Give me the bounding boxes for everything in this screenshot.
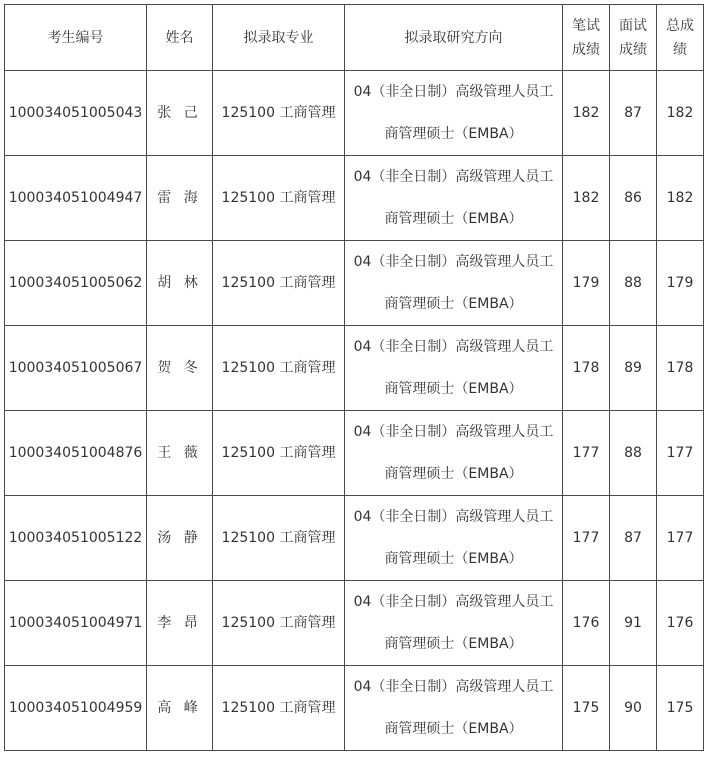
table-row [5,581,704,666]
written-score-cell: 177 [563,496,610,581]
header-written-score: 笔试 成绩 [563,5,610,71]
table-row [5,71,704,156]
major-cell: 125100 工商管理 [213,581,345,666]
table-row [5,156,704,241]
interview-score-cell: 90 [610,666,657,751]
header-direction: 拟录取研究方向 [345,5,563,71]
name-cell: 贺 冬 [147,326,213,411]
direction-cell: 04（非全日制）高级管理人员工 商管理硕士（EMBA） [345,666,563,751]
table-body [5,71,704,751]
table-row [5,241,704,326]
total-score-cell: 177 [657,411,704,496]
table-row [5,411,704,496]
total-score-cell: 177 [657,496,704,581]
table-row [5,326,704,411]
interview-score-cell: 86 [610,156,657,241]
major-cell: 125100 工商管理 [213,156,345,241]
major-cell: 125100 工商管理 [213,666,345,751]
written-score-cell: 175 [563,666,610,751]
written-score-cell: 182 [563,71,610,156]
candidate-id-cell: 100034051005122 [5,496,147,581]
candidate-id-cell: 100034051005067 [5,326,147,411]
candidate-id-cell: 100034051005043 [5,71,147,156]
major-cell: 125100 工商管理 [213,241,345,326]
direction-cell: 04（非全日制）高级管理人员工 商管理硕士（EMBA） [345,581,563,666]
name-cell: 王 薇 [147,411,213,496]
major-cell: 125100 工商管理 [213,71,345,156]
admission-table [4,4,704,751]
interview-score-cell: 87 [610,496,657,581]
admission-table-container [4,4,704,751]
candidate-id-cell: 100034051004959 [5,666,147,751]
header-major: 拟录取专业 [213,5,345,71]
interview-score-cell: 91 [610,581,657,666]
header-interview-score: 面试 成绩 [610,5,657,71]
name-cell: 雷 海 [147,156,213,241]
direction-cell: 04（非全日制）高级管理人员工 商管理硕士（EMBA） [345,496,563,581]
name-cell: 张 己 [147,71,213,156]
interview-score-cell: 87 [610,71,657,156]
candidate-id-cell: 100034051004876 [5,411,147,496]
written-score-cell: 182 [563,156,610,241]
direction-cell: 04（非全日制）高级管理人员工 商管理硕士（EMBA） [345,411,563,496]
written-score-cell: 176 [563,581,610,666]
table-row [5,496,704,581]
name-cell: 胡 林 [147,241,213,326]
candidate-id-cell: 100034051004947 [5,156,147,241]
direction-cell: 04（非全日制）高级管理人员工 商管理硕士（EMBA） [345,156,563,241]
direction-cell: 04（非全日制）高级管理人员工 商管理硕士（EMBA） [345,326,563,411]
header-name: 姓名 [147,5,213,71]
candidate-id-cell: 100034051004971 [5,581,147,666]
name-cell: 李 昂 [147,581,213,666]
header-candidate-id: 考生编号 [5,5,147,71]
major-cell: 125100 工商管理 [213,326,345,411]
written-score-cell: 177 [563,411,610,496]
name-cell: 汤 静 [147,496,213,581]
major-cell: 125100 工商管理 [213,496,345,581]
total-score-cell: 179 [657,241,704,326]
written-score-cell: 178 [563,326,610,411]
total-score-cell: 182 [657,71,704,156]
major-cell: 125100 工商管理 [213,411,345,496]
candidate-id-cell: 100034051005062 [5,241,147,326]
total-score-cell: 175 [657,666,704,751]
total-score-cell: 178 [657,326,704,411]
written-score-cell: 179 [563,241,610,326]
interview-score-cell: 89 [610,326,657,411]
total-score-cell: 176 [657,581,704,666]
interview-score-cell: 88 [610,241,657,326]
header-total-score: 总成 绩 [657,5,704,71]
total-score-cell: 182 [657,156,704,241]
header-row [5,5,704,71]
table-row [5,666,704,751]
direction-cell: 04（非全日制）高级管理人员工 商管理硕士（EMBA） [345,71,563,156]
interview-score-cell: 88 [610,411,657,496]
direction-cell: 04（非全日制）高级管理人员工 商管理硕士（EMBA） [345,241,563,326]
name-cell: 高 峰 [147,666,213,751]
